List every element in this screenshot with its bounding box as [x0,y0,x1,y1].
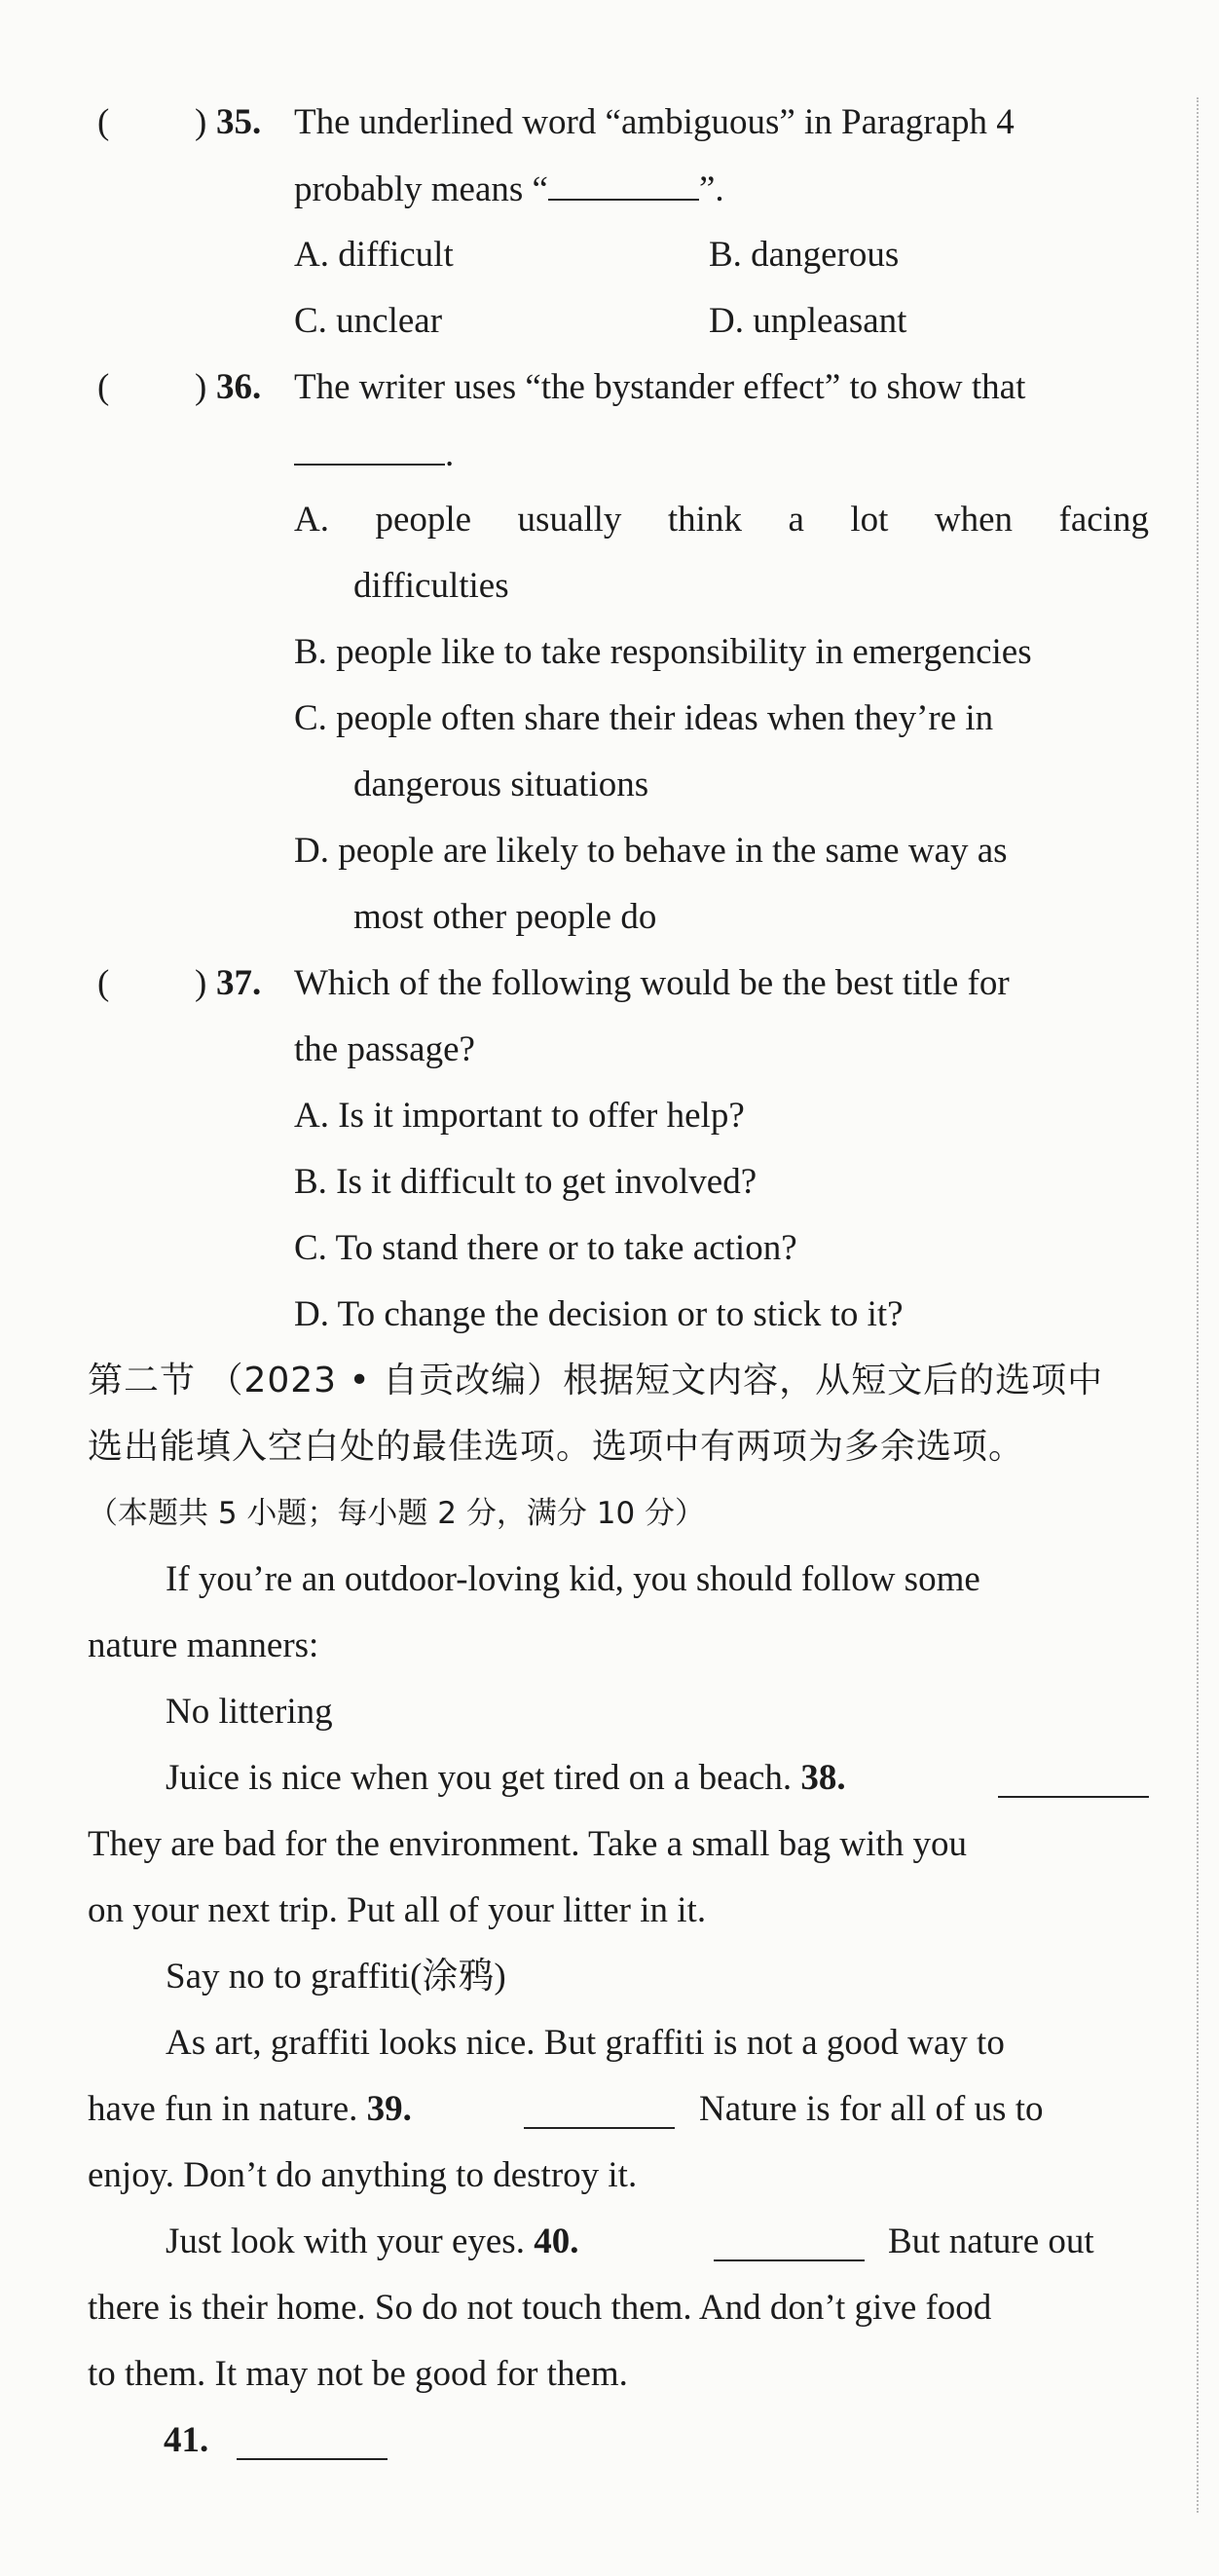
question-stem: The underlined word “ambiguous” in Paragraph 4 [294,102,1015,142]
answer-blank-38 [998,1763,1149,1798]
answer-blank [548,166,699,201]
paragraph-3-line-3: enjoy. Don’t do anything to destroy it. [88,2155,638,2195]
paragraph-1-line-1: If you’re an outdoor-loving kid, you should follow some [166,1559,980,1599]
blank-number-41: 41. [164,2420,209,2460]
answer-blank-40 [714,2226,865,2261]
option-word: usually [517,500,622,540]
question-stem-line2 [294,166,724,213]
option-d: D. people are likely to behave in the same way as [294,831,1008,871]
option-c: C. To stand there or to take action? [294,1228,797,1268]
paragraph-2-line-3: on your next trip. Put all of your litter in it. [88,1890,707,1930]
heading-no-littering: No littering [166,1692,333,1732]
question-number: 36. [216,367,262,407]
option-a: A. difficult [294,235,454,275]
blank-number-38: 38. [800,1758,846,1798]
option-c: C. people often share their ideas when they’re in [294,698,994,738]
option-word: people [375,500,472,540]
question-number: 35. [216,102,262,142]
blank-number-39: 39. [366,2089,412,2129]
paragraph-2-line-2: They are bad for the environment. Take a small bag with you [88,1824,967,1864]
answer-blank-39 [524,2094,675,2129]
option-b: B. dangerous [709,235,900,275]
paragraph-2-line-1 [166,1755,846,1802]
answer-paren-close: ) [195,367,207,407]
answer-blank-41 [237,2425,388,2460]
answer-paren-close: ) [195,963,207,1003]
answer-paren-open: ( [97,963,110,1003]
paragraph-4-line-1-end: But nature out [888,2221,1094,2261]
passage-text: Juice is nice when you get tired on a beach. [166,1758,793,1798]
instruction-line-1: 第二节 （2023 • 自贡改编）根据短文内容，从短文后的选项中 [88,1361,1104,1400]
question-stem-line2 [294,430,454,478]
paragraph-1-line-2: nature manners: [88,1625,319,1665]
paragraph-4-line-2: there is their home. So do not touch them. And don’t give food [88,2288,992,2328]
answer-paren-open: ( [97,367,110,407]
stem-text-end: . [445,434,455,474]
option-word: when [934,500,1014,540]
question-stem-line2: the passage? [294,1029,475,1069]
option-c-line2: dangerous situations [353,765,649,804]
option-a: A. Is it important to offer help? [294,1096,745,1136]
passage-text: have fun in nature. [88,2089,358,2129]
answer-blank [294,430,445,466]
instruction-scoring: （本题共 5 小题；每小题 2 分，满分 10 分） [88,1496,706,1531]
option-d-line2: most other people do [353,897,657,937]
answer-paren-open: ( [97,102,110,142]
stem-text: probably means “ [294,169,548,209]
stem-text-end: ”. [698,169,724,209]
option-a [294,497,1149,543]
answer-paren-close: ) [195,102,207,142]
option-word: lot [850,500,889,540]
option-letter: A. [294,500,329,540]
option-b: B. Is it difficult to get involved? [294,1162,757,1202]
option-d: D. unpleasant [709,301,907,341]
option-word: think [667,500,742,540]
option-word: facing [1058,500,1149,540]
paragraph-3-line-2-end: Nature is for all of us to [699,2089,1044,2129]
paragraph-4-line-3: to them. It may not be good for them. [88,2354,628,2394]
question-stem: Which of the following would be the best title for [294,963,1010,1003]
option-c: C. unclear [294,301,443,341]
blank-number-40: 40. [534,2221,579,2261]
paragraph-3-line-1: As art, graffiti looks nice. But graffiti is not a good way to [166,2023,1005,2063]
binding-margin-rule [1197,97,1199,2513]
option-b: B. people like to take responsibility in emergencies [294,632,1032,672]
paragraph-4-line-1 [166,2219,578,2265]
heading-graffiti: Say no to graffiti(涂鸦) [166,1957,506,1997]
passage-text: Just look with your eyes. [166,2221,525,2261]
instruction-line-2: 选出能填入空白处的最佳选项。选项中有两项为多余选项。 [88,1427,1025,1467]
option-a-line2: difficulties [353,566,509,606]
option-word: a [788,500,804,540]
question-number: 37. [216,963,262,1003]
paragraph-3-line-2 [88,2086,412,2133]
option-d: D. To change the decision or to stick to it? [294,1294,904,1334]
question-stem: The writer uses “the bystander effect” to show that [294,367,1026,407]
